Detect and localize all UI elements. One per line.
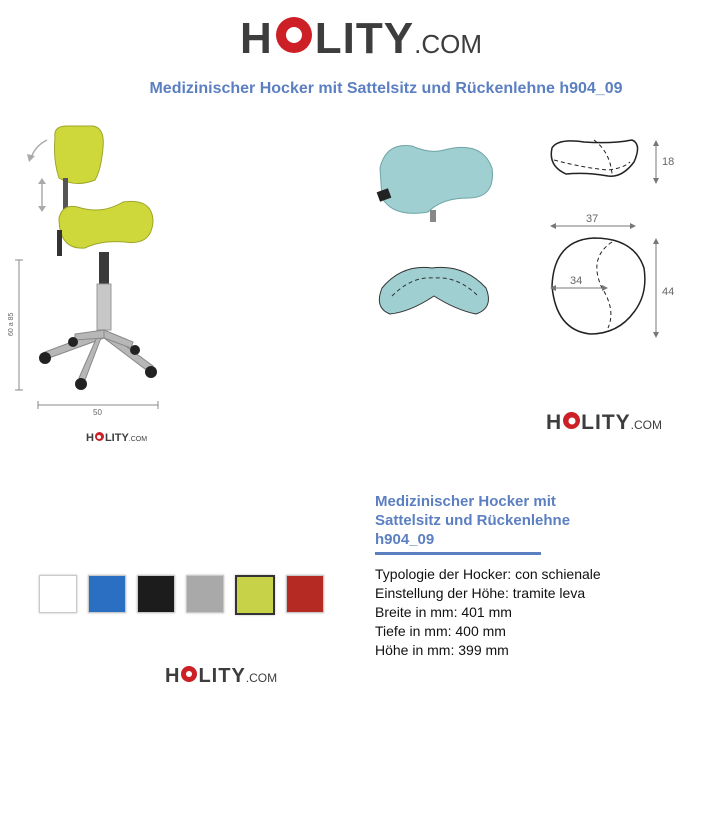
spec-item: Höhe in mm: 399 mm: [375, 642, 509, 658]
color-swatch[interactable]: [39, 575, 77, 613]
stool-height-label: 60 a 85: [8, 312, 15, 336]
logo-suffix: .COM: [414, 29, 482, 59]
logo-suffix: .COM: [630, 418, 663, 432]
spec-item: Tiefe in mm: 400 mm: [375, 623, 506, 639]
logo-o-icon: [563, 412, 580, 429]
seat-side-height-label: 18: [662, 156, 675, 168]
stool-image: [5, 118, 175, 418]
seat-top-width-label: 37: [586, 213, 599, 225]
color-swatch[interactable]: [235, 575, 275, 615]
title-divider: [375, 552, 541, 555]
brand-logo-small: [86, 432, 147, 444]
logo-o-icon: [181, 666, 197, 682]
seat-depth-label: 44: [662, 286, 675, 298]
spec-item: Typologie der Hocker: con schienale: [375, 566, 601, 582]
logo-letters-lity: LITY: [198, 665, 246, 687]
brand-logo-small: [165, 665, 277, 688]
spec-list: [375, 565, 601, 660]
color-swatch[interactable]: [286, 575, 324, 613]
logo-suffix: .COM: [128, 436, 148, 443]
logo-letter-h: H: [546, 411, 563, 434]
seat-inner-width-label: 34: [570, 275, 583, 287]
logo-letter-h: H: [240, 14, 273, 63]
color-swatches: [39, 575, 324, 615]
spec-item: Einstellung der Höhe: tramite leva: [375, 585, 586, 601]
logo-letters-lity: LITY: [104, 432, 129, 444]
seat-detail-image: [372, 128, 692, 348]
spec-item: Breite in mm: 401 mm: [375, 604, 512, 620]
logo-suffix: .COM: [245, 671, 278, 685]
logo-o-icon: [276, 17, 312, 53]
logo-letter-h: H: [86, 432, 94, 444]
logo-o-icon: [95, 432, 104, 441]
color-swatch[interactable]: [137, 575, 175, 613]
stool-width-label: 50: [93, 408, 102, 417]
color-swatch[interactable]: [186, 575, 224, 613]
page-title: Medizinischer Hocker mit Sattelsitz und Rückenlehne h904_09: [149, 80, 623, 97]
brand-logo-small: [546, 411, 662, 435]
color-swatch[interactable]: [88, 575, 126, 613]
logo-letter-h: H: [165, 665, 181, 687]
product-title: Medizinischer Hocker mit Sattelsitz und Rückenlehne h904_09: [375, 493, 571, 548]
logo-letters-lity: LITY: [314, 14, 415, 63]
brand-logo: [240, 14, 482, 64]
logo-letters-lity: LITY: [581, 411, 631, 434]
